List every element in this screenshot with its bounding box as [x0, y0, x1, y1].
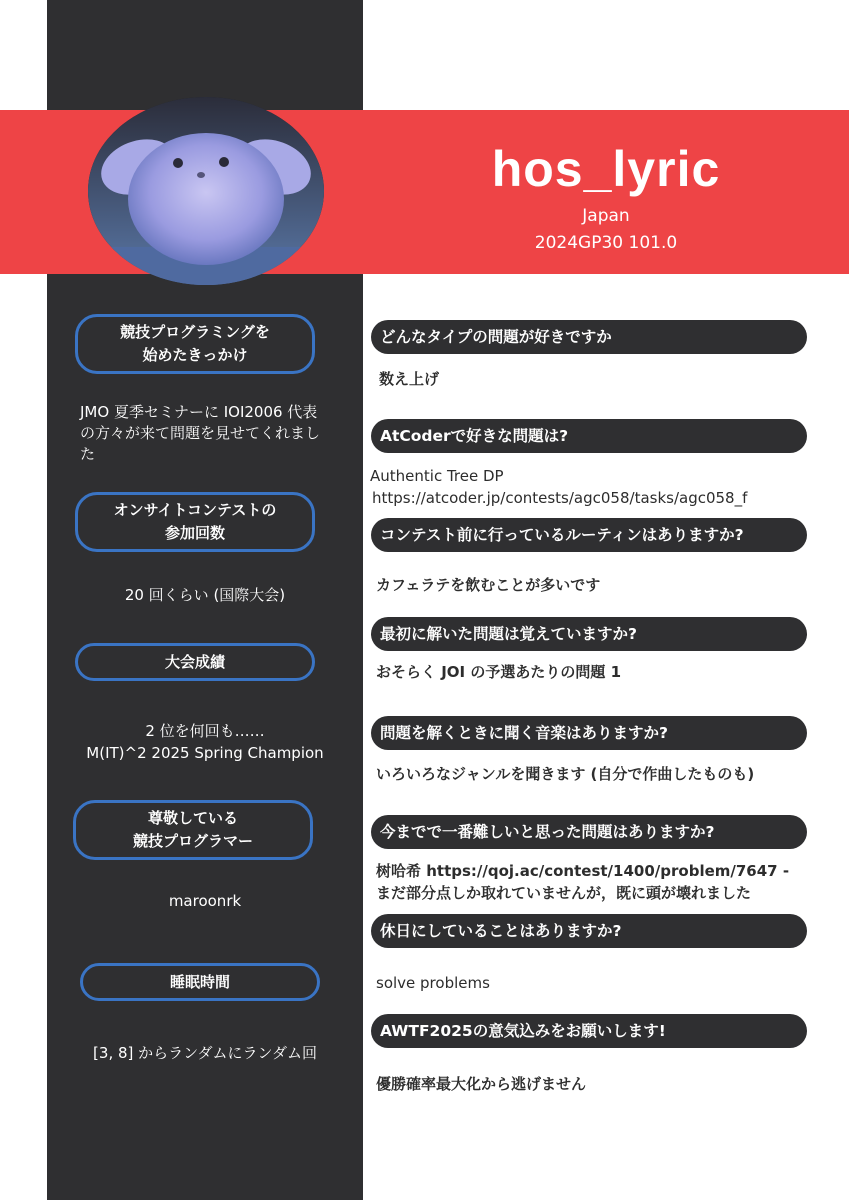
sidebar-label-line: 参加回数 [164, 524, 225, 542]
answer-text: 树哈希 https://qoj.ac/contest/1400/problem/7647 - [376, 862, 790, 880]
answer-text: 数え上げ [379, 370, 440, 388]
sidebar-value-motivation: JMO 夏季セミナーに IOI2006 代表の方々が来て問題を見せてくれました [80, 403, 321, 463]
question-pill: AtCoderで好きな問題は? [371, 419, 807, 453]
sidebar-label-line: 競技プログラミングを [120, 323, 270, 341]
sidebar-label-line: 始めたきっかけ [142, 346, 248, 364]
profile-rating: 2024GP30 101.0 [534, 233, 678, 253]
sidebar-value-onsite-count: 20 回くらい (国際大会) [124, 586, 286, 604]
sidebar-label-respected [73, 800, 313, 860]
sidebar-label-line: 尊敬している [147, 809, 238, 827]
answer-text: Authentic Tree DP [370, 467, 504, 485]
sidebar-label-line: オンサイトコンテストの [113, 501, 277, 519]
results-line: M(IT)^2 2025 Spring Champion [86, 744, 324, 762]
answer-text: おそらく JOI の予選あたりの問題 1 [376, 663, 622, 681]
sidebar-label-results [75, 643, 315, 681]
answer-text: いろいろなジャンルを聞きます (自分で作曲したものも) [376, 765, 755, 783]
sidebar-label-motivation [75, 314, 315, 374]
sidebar-value-results [55, 720, 355, 764]
profile-name: hos_lyric [491, 141, 721, 197]
question-pill: 問題を解くときに聞く音楽はありますか? [371, 716, 807, 750]
sidebar-label-text: 大会成績 [164, 652, 225, 671]
answer-text: solve problems [376, 974, 490, 992]
sidebar-value-sleep: [3, 8] からランダムにランダム回 [93, 1044, 317, 1062]
results-line: 2 位を何回も…… [145, 722, 265, 740]
sidebar-label-line: 競技プログラマー [132, 832, 253, 850]
question-pill: 今までで一番難しいと思った問題はありますか? [371, 815, 807, 849]
answer-link: https://atcoder.jp/contests/agc058/tasks/agc058_f [372, 489, 748, 507]
answer-text: カフェラテを飲むことが多いです [376, 576, 601, 594]
question-pill: コンテスト前に行っているルーティンはありますか? [371, 518, 807, 552]
question-pill: どんなタイプの問題が好きですか [371, 320, 807, 354]
question-pill: 最初に解いた問題は覚えていますか? [371, 617, 807, 651]
answer-text: 優勝確率最大化から逃げません [376, 1075, 587, 1093]
question-pill: AWTF2025の意気込みをお願いします! [371, 1014, 807, 1048]
sidebar-label-onsite-count [75, 492, 315, 552]
sidebar-label-text: 睡眠時間 [169, 972, 230, 991]
answer-text: まだ部分点しか取れていませんが，既に頭が壊れました [376, 884, 752, 902]
sidebar-label-sleep [80, 963, 320, 1001]
avatar [88, 97, 324, 285]
profile-country: Japan [582, 206, 630, 226]
sidebar-value-respected: maroonrk [168, 892, 242, 910]
question-pill: 休日にしていることはありますか? [371, 914, 807, 948]
